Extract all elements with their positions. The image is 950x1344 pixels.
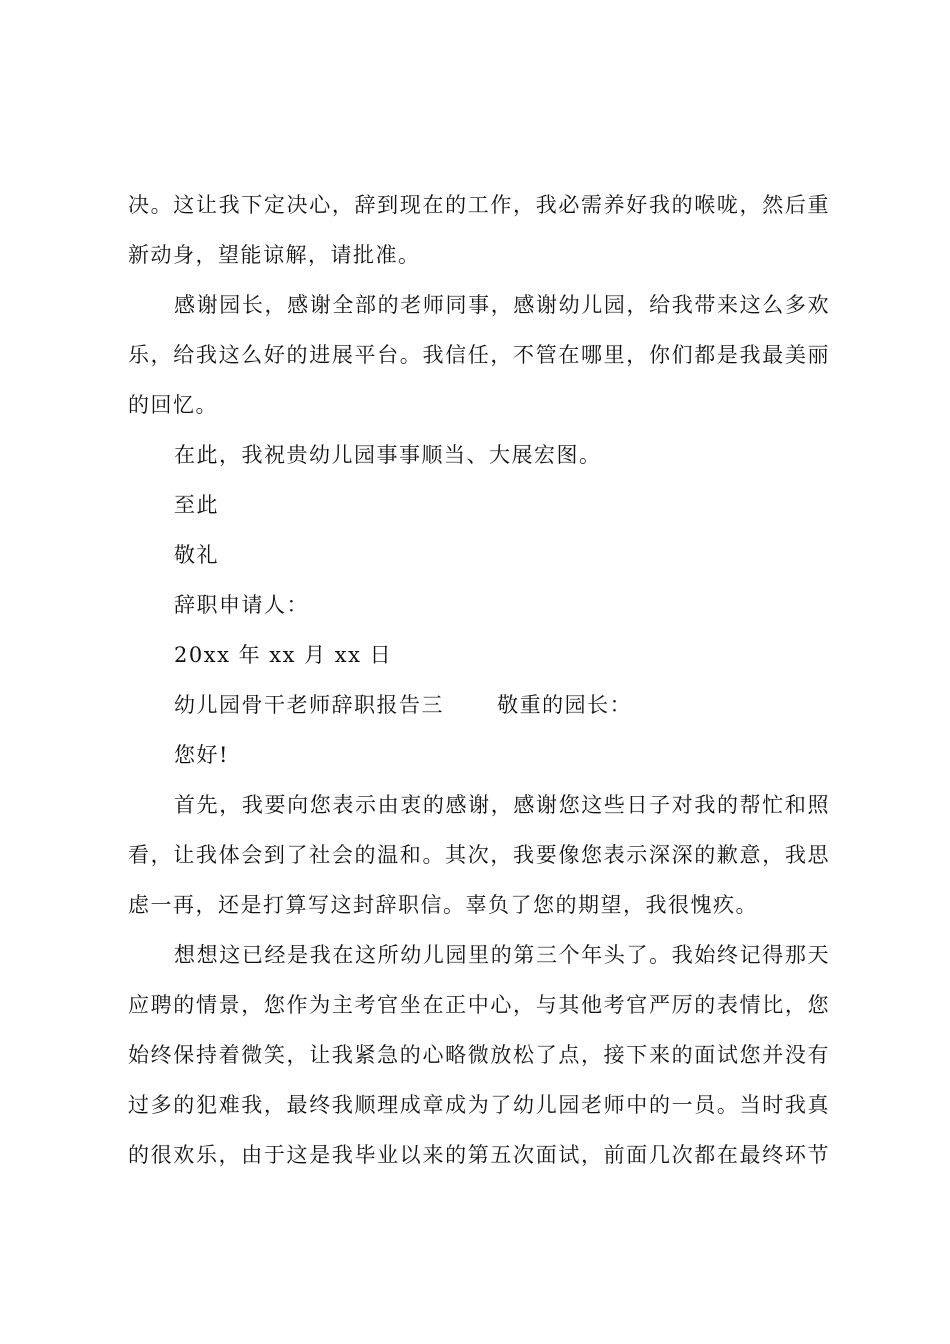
text-line: 新动身，望能谅解，请批准。 [128,243,421,267]
text-line: 感谢园长，感谢全部的老师同事，感谢幼儿园，给我带来这么多欢 [174,293,830,317]
text-line: 辞职申请人： [174,593,309,617]
text-line: 首先，我要向您表示由衷的感谢，感谢您这些日子对我的帮忙和照 [174,793,830,817]
text-line: 敬礼 [174,543,219,567]
text-line: 乐，给我这么好的进展平台。我信任，不管在哪里，你们都是我最美丽 [128,343,830,367]
text-line: 虑一再，还是打算写这封辞职信。辜负了您的期望，我很愧疚。 [128,893,758,917]
text-line: 想想这已经是我在这所幼儿园里的第三个年头了。我始终记得那天 [174,943,830,967]
text-line: 在此，我祝贵幼儿园事事顺当、大展宏图。 [174,443,602,467]
text-line: 您好! [174,743,229,767]
text-line: 的很欢乐，由于这是我毕业以来的第五次面试，前面几次都在最终环节 [128,1143,830,1167]
text-line: 始终保持着微笑，让我紧急的心略微放松了点，接下来的面试您并没有 [128,1043,830,1067]
text-line: 20xx 年 xx 月 xx 日 [174,643,393,667]
text-line: 决。这让我下定决心，辞到现在的工作，我必需养好我的喉咙，然后重 [128,193,830,217]
text-line: 过多的犯难我，最终我顺理成章成为了幼儿园老师中的一员。当时我真 [128,1093,830,1117]
text-line: 应聘的情景，您作为主考官坐在正中心，与其他考官严厉的表情比，您 [128,993,830,1017]
text-line: 至此 [174,493,219,517]
text-line: 看，让我体会到了社会的温和。其次，我要像您表示深深的歉意，我思 [128,843,830,867]
text-line: 的回忆。 [128,393,218,417]
text-line: 幼儿园骨干老师辞职报告三 敬重的园长： [174,693,633,717]
